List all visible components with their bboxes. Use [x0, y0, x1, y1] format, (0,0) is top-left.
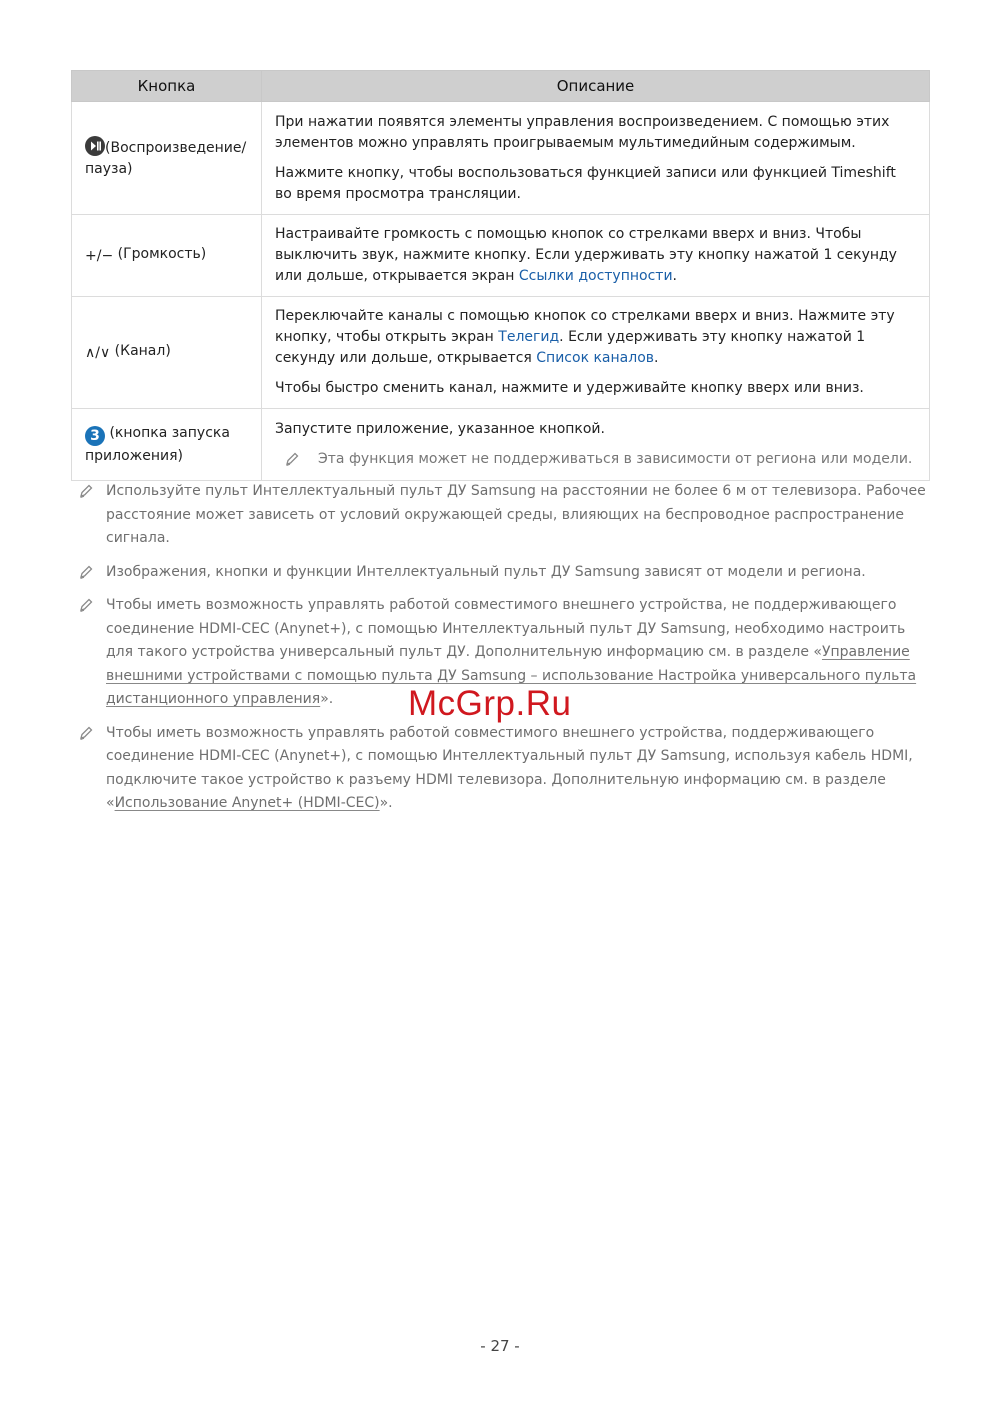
description-cell: [262, 215, 930, 297]
description-text: Переключайте каналы с помощью кнопок со стрелками вверх и вниз. Нажмите эту кнопку, чтобы открыть экран: [275, 308, 895, 345]
description-text: . Если удерживать эту кнопку нажатой 1 секунду или дольше, открывается: [275, 329, 866, 366]
buttons-table: [71, 70, 930, 481]
description-paragraph: [275, 224, 917, 287]
table-row: [72, 102, 930, 215]
note-text-part: ».: [379, 795, 393, 811]
notes-list: [78, 480, 928, 826]
description-text: Настраивайте громкость с помощью кнопок со стрелками вверх и вниз. Чтобы выключить звук, нажмите кнопку. Если удерживать эту кнопку нажатой 1 секунду или дольше, открывается экран: [275, 226, 897, 284]
description-text: .: [672, 268, 677, 284]
table-row: [72, 297, 930, 409]
description-paragraph: Запустите приложение, указанное кнопкой.: [275, 421, 605, 437]
note-text: Используйте пульт Интеллектуальный пульт ДУ Samsung на расстоянии не более 6 м от телевизора. Рабочее расстояние может зависеть от условий окружающей среды, влияющих на беспроводное распространение сигнала.: [106, 483, 926, 546]
column-header-description: Описание: [262, 71, 930, 102]
note-text: Изображения, кнопки и функции Интеллектуальный пульт ДУ Samsung зависят от модели и региона.: [106, 563, 866, 580]
description-cell: [262, 102, 930, 215]
button-label: (кнопка запуска приложения): [85, 424, 230, 464]
note-text-part: ».: [320, 691, 334, 707]
button-cell: [72, 297, 262, 409]
app-launch-number-icon: 3: [85, 426, 105, 446]
button-label: (Воспроизведение/ пауза): [85, 140, 247, 177]
note-text-part: Чтобы иметь возможность управлять работой совместимого внешнего устройства, не поддерживающего соединение HDMI-CEC (Anynet+), с помощью Интеллектуальный пульт ДУ Samsung, необходимо настроить для такого устройства универсальный пульт ДУ. Дополнительную информацию см. в разделе «: [106, 597, 906, 660]
description-paragraph: При нажатии появятся элементы управления воспроизведением. С помощью этих элементов можно управлять проигрываемым мультимедийным содержимым.: [275, 113, 890, 151]
play-pause-icon: [85, 136, 105, 156]
note-text: Эта функция может не поддерживаться в зависимости от региона или модели.: [318, 451, 913, 467]
accessibility-shortcuts-link[interactable]: Ссылки доступности: [518, 268, 673, 284]
table-row: [72, 409, 930, 481]
button-cell: [72, 215, 262, 297]
description-cell: [262, 409, 930, 481]
button-label: (Громкость): [117, 246, 207, 262]
description-paragraph: Чтобы быстро сменить канал, нажмите и удерживайте кнопку вверх или вниз.: [275, 380, 864, 396]
note-item: [78, 722, 928, 816]
watermark: McGrp.Ru: [408, 684, 572, 723]
pencil-icon: [78, 597, 94, 613]
channel-up-down-icon: ∧/∨: [85, 345, 111, 361]
note-text: [106, 722, 928, 816]
button-cell: [72, 409, 262, 481]
table-header-row: [72, 71, 930, 102]
note-item: [78, 480, 928, 551]
anynet-link[interactable]: Использование Anynet+ (HDMI-CEC): [114, 795, 380, 811]
tv-guide-link[interactable]: Телегид: [498, 329, 560, 345]
pencil-icon: [78, 483, 94, 499]
description-paragraph: Нажмите кнопку, чтобы воспользоваться функцией записи или функцией Timeshift во время просмотра трансляции.: [275, 164, 896, 202]
description-text: .: [654, 350, 659, 366]
pencil-icon: [78, 564, 94, 580]
column-header-button: Кнопка: [72, 71, 262, 102]
button-label: (Канал): [114, 343, 171, 359]
page-number: - 27 -: [480, 1337, 520, 1355]
button-cell: [72, 102, 262, 215]
volume-plus-minus-icon: +/−: [85, 248, 114, 264]
pencil-icon: [284, 451, 300, 467]
page-content: [71, 70, 929, 481]
description-cell: [262, 297, 930, 409]
description-paragraph: [275, 306, 917, 369]
external-devices-link[interactable]: Управление внешними устройствами с помощью пульта ДУ Samsung – использование Настройка универсального пульта дистанционного управления: [106, 644, 917, 707]
note-item: [78, 561, 928, 585]
note-text-part: Чтобы иметь возможность управлять работой совместимого внешнего устройства, поддерживающего соединение HDMI-CEC (Anynet+), с помощью Интеллектуальный пульт ДУ Samsung, используя кабель HDMI, подключите такое устройство к разъему HDMI телевизора. Дополнительную информацию см. в разделе «: [106, 724, 913, 811]
channel-list-link[interactable]: Список каналов: [536, 350, 655, 366]
pencil-icon: [78, 725, 94, 741]
table-row: [72, 215, 930, 297]
inline-note: [275, 449, 917, 470]
